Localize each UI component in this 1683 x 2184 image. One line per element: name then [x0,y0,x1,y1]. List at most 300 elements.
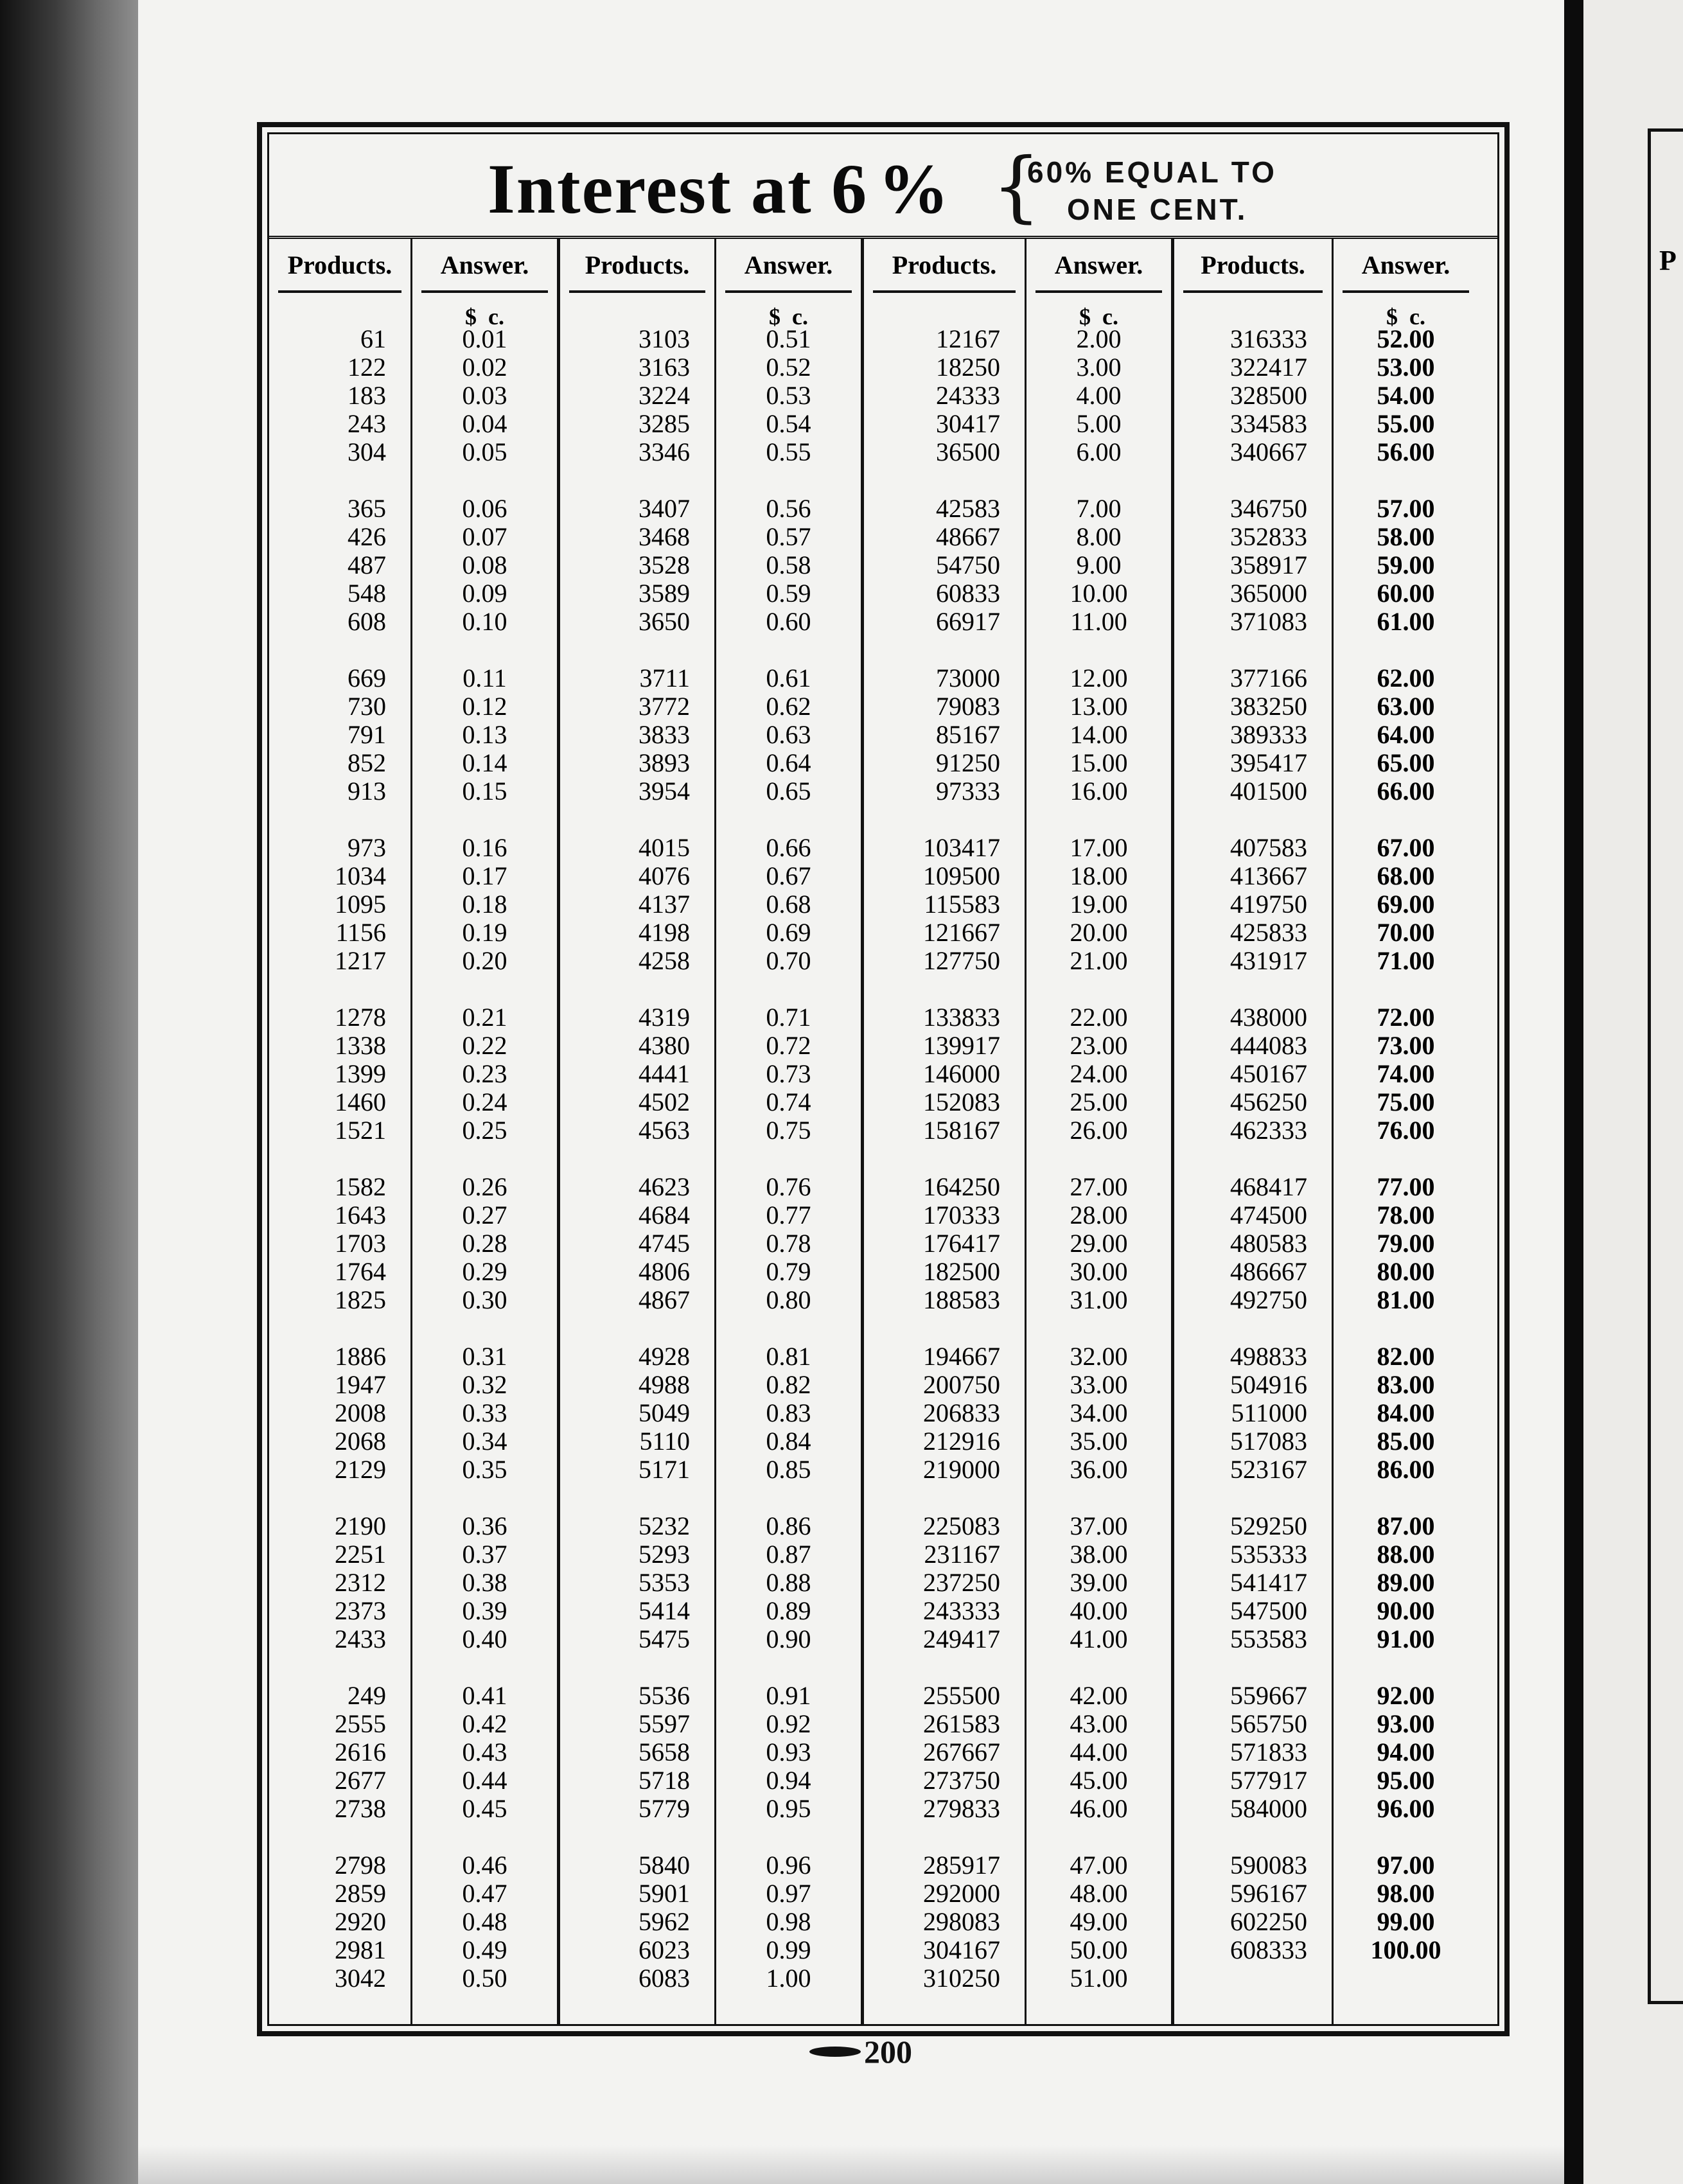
product-cell: 79083 [936,692,1000,721]
product-cell: 4258 [639,946,690,975]
product-cell: 109500 [923,861,1000,890]
answer-cell: 10.00 [1070,579,1128,608]
product-cell: 4137 [639,890,690,919]
answer-cell: 49.00 [1070,1907,1128,1936]
answer-cell: 58.00 [1377,522,1435,551]
product-cell: 565750 [1230,1709,1307,1738]
answer-cell: 0.35 [462,1455,507,1484]
answer-cell: 96.00 [1377,1794,1435,1823]
answer-cell: 0.33 [462,1398,507,1427]
product-cell: 122 [348,353,386,382]
product-cell: 322417 [1230,353,1307,382]
answer-cell: 0.30 [462,1285,507,1314]
answer-cell: 28.00 [1070,1201,1128,1229]
product-cell: 5658 [639,1738,690,1766]
product-cell: 5414 [639,1596,690,1625]
answer-cell: 0.89 [766,1596,811,1625]
answer-cell: 0.18 [462,890,507,919]
product-cell: 3650 [639,607,690,636]
products-column [1174,239,1334,2024]
product-cell: 3528 [639,550,690,579]
answer-cell: 98.00 [1377,1879,1435,1908]
answer-cell: 0.65 [766,777,811,806]
answer-cell: 95.00 [1377,1766,1435,1795]
product-cell: 139917 [923,1031,1000,1060]
answer-cell: 0.90 [766,1625,811,1653]
title-note [1027,154,1277,228]
product-cell: 548 [348,579,386,608]
answer-cell: 0.12 [462,692,507,721]
answer-cell: 62.00 [1377,664,1435,692]
answer-cell: 0.63 [766,720,811,749]
answer-cell: 0.78 [766,1229,811,1258]
product-cell: 5536 [639,1681,690,1710]
answer-cell: 0.10 [462,607,507,636]
answer-cell: 14.00 [1070,720,1128,749]
answer-cell: 83.00 [1377,1370,1435,1399]
product-cell: 267667 [923,1738,1000,1766]
page-gutter [1564,0,1583,2184]
answer-cell: 85.00 [1377,1427,1435,1456]
unit-row [1174,293,1332,325]
product-cell: 206833 [923,1398,1000,1427]
product-cell: 571833 [1230,1738,1307,1766]
product-cell: 2129 [335,1455,386,1484]
products-header: Products. [1201,250,1305,279]
answer-cell: 59.00 [1377,550,1435,579]
answer-cell: 74.00 [1377,1059,1435,1088]
title-note-line-1: 60% EQUAL TO [1027,155,1277,189]
product-cell: 279833 [923,1794,1000,1823]
answer-cell: 31.00 [1070,1285,1128,1314]
adjacent-page-fragment: P [1659,245,1677,276]
answer-cell: 0.44 [462,1766,507,1795]
answer-cell: 4.00 [1076,381,1122,410]
table-header [269,134,1497,239]
product-cell: 4380 [639,1031,690,1060]
product-cell: 298083 [923,1907,1000,1936]
answer-cell: 0.64 [766,748,811,777]
product-cell: 2373 [335,1596,386,1625]
answer-cell: 0.04 [462,409,507,438]
answer-cell: 71.00 [1377,946,1435,975]
column-group-1 [269,239,560,2024]
product-cell: 1886 [335,1342,386,1371]
answer-column [412,239,557,2024]
product-cell: 73000 [936,664,1000,692]
product-cell: 60833 [936,579,1000,608]
answer-cell: 0.84 [766,1427,811,1456]
product-cell: 127750 [923,946,1000,975]
unit-row [269,293,410,325]
answer-cell: 0.59 [766,579,811,608]
answer-cell: 22.00 [1070,1003,1128,1032]
answer-cell: 0.67 [766,861,811,890]
product-cell: 425833 [1230,918,1307,947]
product-cell: 285917 [923,1851,1000,1880]
product-cell: 419750 [1230,890,1307,919]
answer-cell: 97.00 [1377,1851,1435,1880]
product-cell: 273750 [923,1766,1000,1795]
products-header: Products. [287,250,392,279]
product-cell: 24333 [936,381,1000,410]
product-cell: 2068 [335,1427,386,1456]
product-cell: 5293 [639,1540,690,1569]
dollar-sign: $ [1079,304,1091,330]
answer-cell: 50.00 [1070,1935,1128,1964]
product-cell: 377166 [1230,664,1307,692]
product-cell: 559667 [1230,1681,1307,1710]
answer-cell: 0.83 [766,1398,811,1427]
product-cell: 4684 [639,1201,690,1229]
product-cell: 5962 [639,1907,690,1936]
product-cell: 492750 [1230,1285,1307,1314]
answer-cell: 37.00 [1070,1511,1128,1540]
answer-cell: 0.16 [462,833,507,862]
product-cell: 2798 [335,1851,386,1880]
product-cell: 4988 [639,1370,690,1399]
page-title [488,148,950,230]
answer-cell: 7.00 [1076,494,1122,523]
product-cell: 523167 [1230,1455,1307,1484]
answer-cell: 0.05 [462,437,507,466]
product-cell: 231167 [924,1540,1000,1569]
answer-cell: 35.00 [1070,1427,1128,1456]
answer-cell: 94.00 [1377,1738,1435,1766]
answer-cell: 9.00 [1076,550,1122,579]
book-spine [0,0,138,2184]
product-cell: 6083 [639,1964,690,1993]
product-cell: 669 [348,664,386,692]
answer-cell: 57.00 [1377,494,1435,523]
product-cell: 12167 [936,324,1000,353]
product-cell: 3833 [639,720,690,749]
product-cell: 2859 [335,1879,386,1908]
answer-cell: 0.68 [766,890,811,919]
adjacent-page-frame [1648,128,1683,2004]
answer-cell: 48.00 [1070,1879,1128,1908]
product-cell: 30417 [936,409,1000,438]
answer-cell: 0.31 [462,1342,507,1371]
product-cell: 3589 [639,579,690,608]
answer-cell: 0.48 [462,1907,507,1936]
product-cell: 255500 [923,1681,1000,1710]
product-cell: 4198 [639,918,690,947]
answer-cell: 0.42 [462,1709,507,1738]
answer-cell: 80.00 [1377,1257,1435,1286]
product-cell: 401500 [1230,777,1307,806]
answer-cell: 0.34 [462,1427,507,1456]
product-cell: 791 [348,720,386,749]
product-cell: 48667 [936,522,1000,551]
answer-cell: 0.51 [766,324,811,353]
product-cell: 152083 [923,1088,1000,1116]
answer-cell: 0.88 [766,1568,811,1597]
answer-cell: 47.00 [1070,1851,1128,1880]
product-cell: 158167 [923,1116,1000,1145]
product-cell: 602250 [1230,1907,1307,1936]
answer-cell: 0.25 [462,1116,507,1145]
product-cell: 511000 [1231,1398,1307,1427]
product-cell: 4623 [639,1172,690,1201]
product-cell: 292000 [923,1879,1000,1908]
product-cell: 504916 [1230,1370,1307,1399]
answer-cell: 0.95 [766,1794,811,1823]
answer-cell: 0.24 [462,1088,507,1116]
product-cell: 913 [348,777,386,806]
product-cell: 225083 [923,1511,1000,1540]
product-cell: 407583 [1230,833,1307,862]
cents-label: c. [488,304,504,330]
answer-cell: 0.28 [462,1229,507,1258]
product-cell: 4441 [639,1059,690,1088]
answer-cell: 0.46 [462,1851,507,1880]
answer-cell: 39.00 [1070,1568,1128,1597]
answer-cell: 73.00 [1377,1031,1435,1060]
answer-cell: 0.91 [766,1681,811,1710]
product-cell: 389333 [1230,720,1307,749]
product-cell: 1095 [335,890,386,919]
product-cell: 5049 [639,1398,690,1427]
unit-row [1027,293,1171,330]
answer-cell: 0.17 [462,861,507,890]
product-cell: 2008 [335,1398,386,1427]
product-cell: 164250 [923,1172,1000,1201]
product-cell: 249417 [923,1625,1000,1653]
product-cell: 2981 [335,1935,386,1964]
product-cell: 1764 [335,1257,386,1286]
answer-cell: 25.00 [1070,1088,1128,1116]
product-cell: 468417 [1230,1172,1307,1201]
cents-label: c. [792,304,808,330]
percent-sign: % [878,150,951,228]
product-cell: 3468 [639,522,690,551]
product-cell: 5901 [639,1879,690,1908]
product-cell: 462333 [1230,1116,1307,1145]
product-cell: 371083 [1230,607,1307,636]
answer-cell: 0.39 [462,1596,507,1625]
answer-cell: 0.21 [462,1003,507,1032]
answer-cell: 84.00 [1377,1398,1435,1427]
product-cell: 365000 [1230,579,1307,608]
product-cell: 383250 [1230,692,1307,721]
answer-cell: 0.73 [766,1059,811,1088]
product-cell: 243 [348,409,386,438]
answer-cell: 3.00 [1076,353,1122,382]
product-cell: 66917 [936,607,1000,636]
product-cell: 444083 [1230,1031,1307,1060]
product-cell: 438000 [1230,1003,1307,1032]
answer-cell: 15.00 [1070,748,1128,777]
answer-cell: 0.76 [766,1172,811,1201]
product-cell: 3224 [639,381,690,410]
answer-cell: 0.52 [766,353,811,382]
product-cell: 1278 [335,1003,386,1032]
product-cell: 529250 [1230,1511,1307,1540]
product-cell: 6023 [639,1935,690,1964]
product-cell: 3772 [639,692,690,721]
product-cell: 3954 [639,777,690,806]
product-cell: 237250 [923,1568,1000,1597]
interest-table-inner [267,132,1499,2026]
answer-cell: 16.00 [1070,777,1128,806]
product-cell: 176417 [923,1229,1000,1258]
answer-cell: 0.98 [766,1907,811,1936]
answer-cell: 52.00 [1377,324,1435,353]
title-text: Interest at 6 [488,150,868,228]
dollar-sign: $ [1386,304,1398,330]
answer-cell: 93.00 [1377,1709,1435,1738]
answer-cell: 56.00 [1377,437,1435,466]
unit-row [864,293,1025,325]
answer-cell: 29.00 [1070,1229,1128,1258]
product-cell: 212916 [923,1427,1000,1456]
answer-cell: 0.47 [462,1879,507,1908]
answer-cell: 0.96 [766,1851,811,1880]
product-cell: 517083 [1230,1427,1307,1456]
product-cell: 852 [348,748,386,777]
product-cell: 115583 [924,890,1000,919]
product-cell: 352833 [1230,522,1307,551]
answer-cell: 24.00 [1070,1059,1128,1088]
answer-cell: 0.36 [462,1511,507,1540]
ink-smudge [809,2047,861,2057]
answer-cell: 19.00 [1070,890,1128,919]
product-cell: 3163 [639,353,690,382]
answer-cell: 0.99 [766,1935,811,1964]
product-cell: 183 [348,381,386,410]
answer-cell: 0.27 [462,1201,507,1229]
product-cell: 4502 [639,1088,690,1116]
answer-cell: 0.79 [766,1257,811,1286]
product-cell: 5597 [639,1709,690,1738]
product-cell: 1034 [335,861,386,890]
unit-row [1334,293,1478,330]
product-cell: 5171 [639,1455,690,1484]
product-cell: 584000 [1230,1794,1307,1823]
product-cell: 219000 [923,1455,1000,1484]
product-cell: 1460 [335,1088,386,1116]
product-cell: 487 [348,550,386,579]
answer-cell: 55.00 [1377,409,1435,438]
product-cell: 5840 [639,1851,690,1880]
product-cell: 340667 [1230,437,1307,466]
answer-cell: 76.00 [1377,1116,1435,1145]
product-cell: 304 [348,437,386,466]
answer-cell: 64.00 [1377,720,1435,749]
answer-cell: 0.49 [462,1935,507,1964]
product-cell: 61 [360,324,386,353]
answer-cell: 0.14 [462,748,507,777]
product-cell: 5718 [639,1766,690,1795]
product-cell: 310250 [923,1964,1000,1993]
answer-cell: 60.00 [1377,579,1435,608]
answer-cell: 77.00 [1377,1172,1435,1201]
product-cell: 541417 [1230,1568,1307,1597]
title-note-line-2: ONE CENT. [1067,193,1248,226]
product-cell: 413667 [1230,861,1307,890]
answer-cell: 0.77 [766,1201,811,1229]
brace-glyph: { [992,142,1041,231]
product-cell: 480583 [1230,1229,1307,1258]
answer-cell: 0.70 [766,946,811,975]
product-cell: 346750 [1230,494,1307,523]
answer-cell: 91.00 [1377,1625,1435,1653]
answer-cell: 0.40 [462,1625,507,1653]
answer-cell: 23.00 [1070,1031,1128,1060]
product-cell: 2312 [335,1568,386,1597]
product-cell: 365 [348,494,386,523]
products-column [864,239,1027,2024]
product-cell: 1521 [335,1116,386,1145]
answer-cell: 40.00 [1070,1596,1128,1625]
answer-cell: 0.03 [462,381,507,410]
product-cell: 3407 [639,494,690,523]
answer-cell: 36.00 [1070,1455,1128,1484]
adjacent-page [1583,0,1683,2184]
answer-header: Answer. [1054,250,1143,279]
answer-cell: 0.85 [766,1455,811,1484]
product-cell: 4015 [639,833,690,862]
product-cell: 328500 [1230,381,1307,410]
answer-header: Answer. [440,250,529,279]
product-cell: 5779 [639,1794,690,1823]
answer-cell: 0.97 [766,1879,811,1908]
answer-cell: 51.00 [1070,1964,1128,1993]
answer-cell: 0.58 [766,550,811,579]
answer-cell: 66.00 [1377,777,1435,806]
product-cell: 450167 [1230,1059,1307,1088]
product-cell: 608333 [1230,1935,1307,1964]
answer-cell: 82.00 [1377,1342,1435,1371]
answer-cell: 0.61 [766,664,811,692]
product-cell: 474500 [1230,1201,1307,1229]
answer-cell: 0.82 [766,1370,811,1399]
answer-cell: 2.00 [1076,324,1122,353]
product-cell: 5475 [639,1625,690,1653]
column-group-2 [560,239,864,2024]
answer-cell: 41.00 [1070,1625,1128,1653]
answer-cell: 0.53 [766,381,811,410]
product-cell: 426 [348,522,386,551]
product-cell: 4928 [639,1342,690,1371]
product-cell: 431917 [1230,946,1307,975]
column-group-3 [864,239,1174,2024]
product-cell: 4319 [639,1003,690,1032]
product-cell: 2251 [335,1540,386,1569]
product-cell: 456250 [1230,1088,1307,1116]
product-cell: 103417 [923,833,1000,862]
answer-cell: 0.23 [462,1059,507,1088]
answer-cell: 26.00 [1070,1116,1128,1145]
product-cell: 498833 [1230,1342,1307,1371]
answer-cell: 67.00 [1377,833,1435,862]
product-cell: 730 [348,692,386,721]
product-cell: 358917 [1230,550,1307,579]
column-group-4 [1174,239,1478,2024]
answer-cell: 63.00 [1377,692,1435,721]
product-cell: 577917 [1230,1766,1307,1795]
product-cell: 42583 [936,494,1000,523]
answer-cell: 87.00 [1377,1511,1435,1540]
product-cell: 1338 [335,1031,386,1060]
answer-cell: 0.09 [462,579,507,608]
product-cell: 170333 [923,1201,1000,1229]
answer-cell: 79.00 [1377,1229,1435,1258]
answer-header: Answer. [1361,250,1450,279]
answer-cell: 18.00 [1070,861,1128,890]
answer-cell: 89.00 [1377,1568,1435,1597]
